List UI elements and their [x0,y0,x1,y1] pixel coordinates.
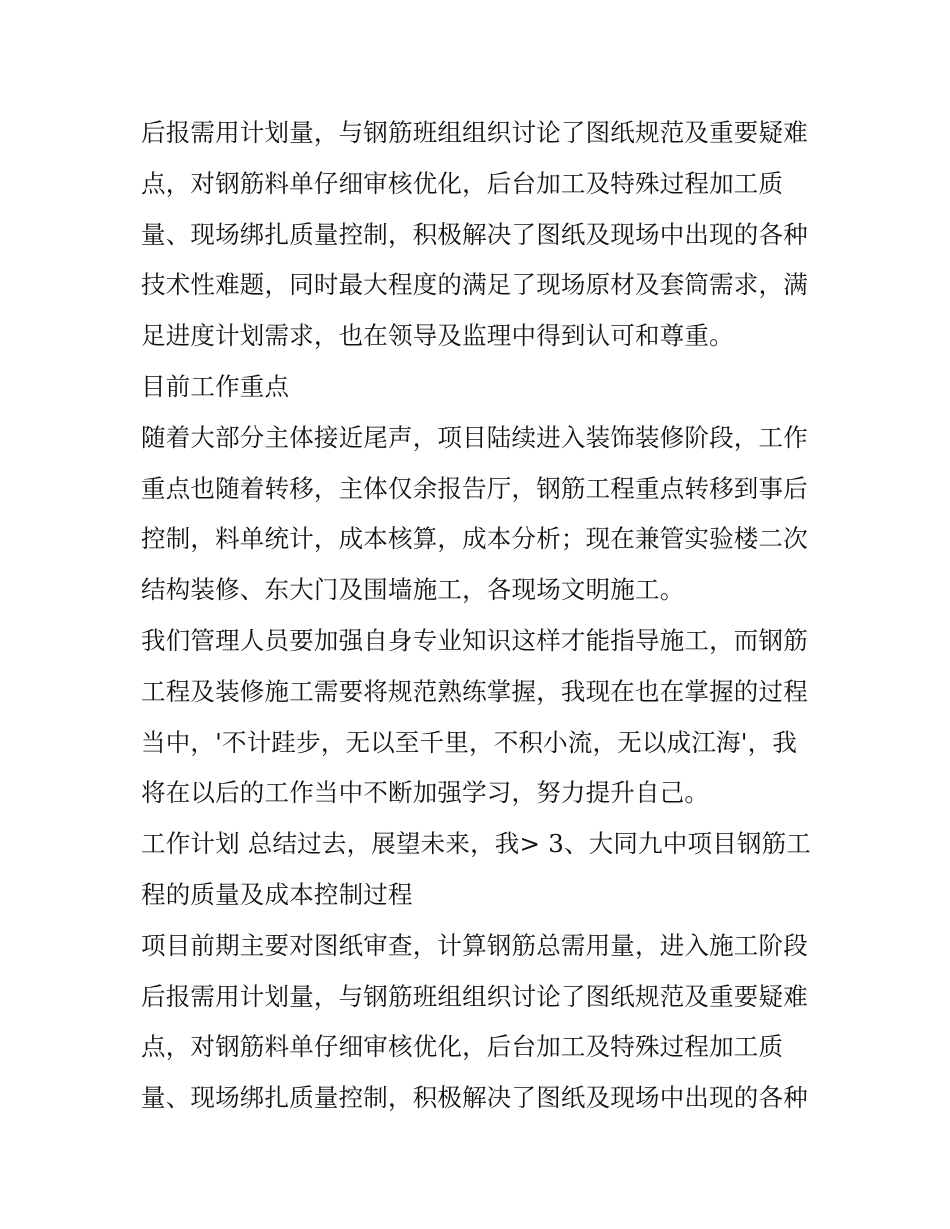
text-line: 技术性难题，同时最大程度的满足了现场原材及套筒需求，满 [141,270,808,300]
text-line: 结构装修、东大门及围墙施工，各现场文明施工。 [141,575,685,605]
text-line: 重点也随着转移，主体仅余报告厅，钢筋工程重点转移到事后 [141,473,808,503]
text-line: 控制，料单统计，成本核算，成本分析；现在兼管实验楼二次 [141,524,808,554]
text-line: 点，对钢筋料单仔细审核优化，后台加工及特殊过程加工质 [141,168,784,198]
text-line: 随着大部分主体接近尾声，项目陆续进入装饰装修阶段，工作 [141,422,808,452]
text-line: 将在以后的工作当中不断加强学习，努力提升自己。 [141,778,710,808]
text-line: 我们管理人员要加强自身专业知识这样才能指导施工，而钢筋 [141,625,808,655]
text-line: 工作计划 总结过去，展望未来，我> 3、大同九中项目钢筋工 [141,829,811,859]
text-line: 后报需用计划量，与钢筋班组组织讨论了图纸规范及重要疑难 [141,118,808,147]
text-line: 项目前期主要对图纸审查，计算钢筋总需用量，进入施工阶段 [141,930,808,960]
section-heading: 目前工作重点 [141,371,290,401]
text-line: 程的质量及成本控制过程 [141,879,413,909]
text-line: 点，对钢筋料单仔细审核优化，后台加工及特殊过程加工质 [141,1032,784,1062]
text-line: 足进度计划需求，也在领导及监理中得到认可和尊重。 [141,321,734,351]
text-line: 量、现场绑扎质量控制，积极解决了图纸及现场中出现的各种 [141,219,808,249]
text-line: 量、现场绑扎质量控制，积极解决了图纸及现场中出现的各种 [141,1083,808,1113]
text-line: 工程及装修施工需要将规范熟练掌握，我现在也在掌握的过程 [141,676,808,706]
text-line: 当中，'不计跬步，无以至千里，不积小流，无以成江海'，我 [141,727,798,757]
text-line: 后报需用计划量，与钢筋班组组织讨论了图纸规范及重要疑难 [141,981,808,1011]
document-body [141,108,821,1124]
